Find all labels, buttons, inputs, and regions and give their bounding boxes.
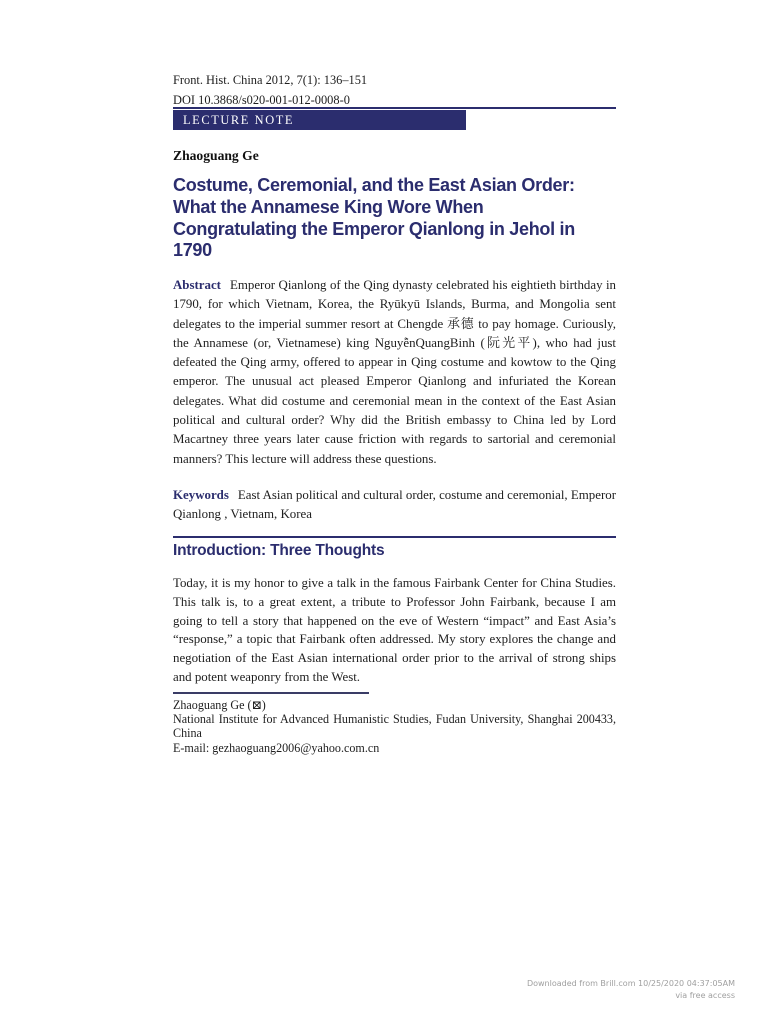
watermark-line2: via free access xyxy=(675,991,735,1000)
section-label: LECTURE NOTE xyxy=(183,113,295,127)
keywords-text: East Asian political and cultural order, costume and ceremonial, Emperor Qianlong , Vietnam, Korea xyxy=(173,488,616,522)
footnote-email: E-mail: gezhaoguang2006@yahoo.com.cn xyxy=(173,740,380,755)
keywords-paragraph xyxy=(173,486,616,525)
doi-line: DOI 10.3868/s020-001-012-0008-0 xyxy=(173,93,350,107)
section-divider-rule xyxy=(173,536,616,538)
title-line: What the Annamese King Wore When xyxy=(173,196,484,217)
title-line: Costume, Ceremonial, and the East Asian Order: xyxy=(173,175,575,195)
footnote-author: Zhaoguang Ge (⊠) xyxy=(173,698,266,712)
footnote-affiliation: National Institute for Advanced Humanistic Studies, Fudan University, Shanghai 200433, China xyxy=(173,712,616,741)
intro-paragraph: Today, it is my honor to give a talk in the famous Fairbank Center for China Studies. This talk is, to a great extent, a tribute to Professor John Fairbank, because I am going to tell a story that happened on the eve of Western “impact” and East Asia’s “response,” a topic that Fairbank often addressed. My story explores the change and negotiation of the East Asian international order prior to the arrival of strong ships and potent weaponry from the West. xyxy=(173,576,616,684)
footnote-rule xyxy=(173,692,369,694)
watermark-line1: Downloaded from Brill.com 10/25/2020 04:37:05AM xyxy=(526,979,735,988)
article-title xyxy=(173,175,616,262)
header-rule xyxy=(173,107,616,109)
keywords-label: Keywords xyxy=(173,488,229,502)
title-line: Congratulating the Emperor Qianlong in Jehol in xyxy=(173,218,575,239)
download-watermark xyxy=(527,978,735,1002)
section-label-bar xyxy=(173,110,466,130)
abstract-label: Abstract xyxy=(173,278,221,292)
footnote xyxy=(173,698,616,755)
title-line: 1790 xyxy=(173,240,212,261)
abstract-text: Emperor Qianlong of the Qing dynasty celebrated his eightieth birthday in 1790, for which Vietnam, Korea, the Ryūkyū Islands, Burma, and Mongolia sent delegates to the imperial summer resort at Chengde 承德 to pay homage. Curiously, the Annamese (or, Vietnamese) king NguyễnQuangBinh (阮光平), who had just defeated the Qing army, offered to appear in Qing costume and kowtow to the Qing emperor. The unusual act pleased Emperor Qianlong and infuriated the Korean delegates. What did costume and ceremonial mean in the context of the East Asian political and cultural order? Why did the British embassy to China led by Lord Macartney three years later cause friction with regards to sartorial and ceremonial manners? This lecture will address these questions. xyxy=(173,278,616,466)
author-name: Zhaoguang Ge xyxy=(173,148,259,163)
section-heading: Introduction: Three Thoughts xyxy=(173,542,385,559)
journal-citation: Front. Hist. China 2012, 7(1): 136–151 xyxy=(173,73,368,87)
abstract-paragraph xyxy=(173,276,616,469)
